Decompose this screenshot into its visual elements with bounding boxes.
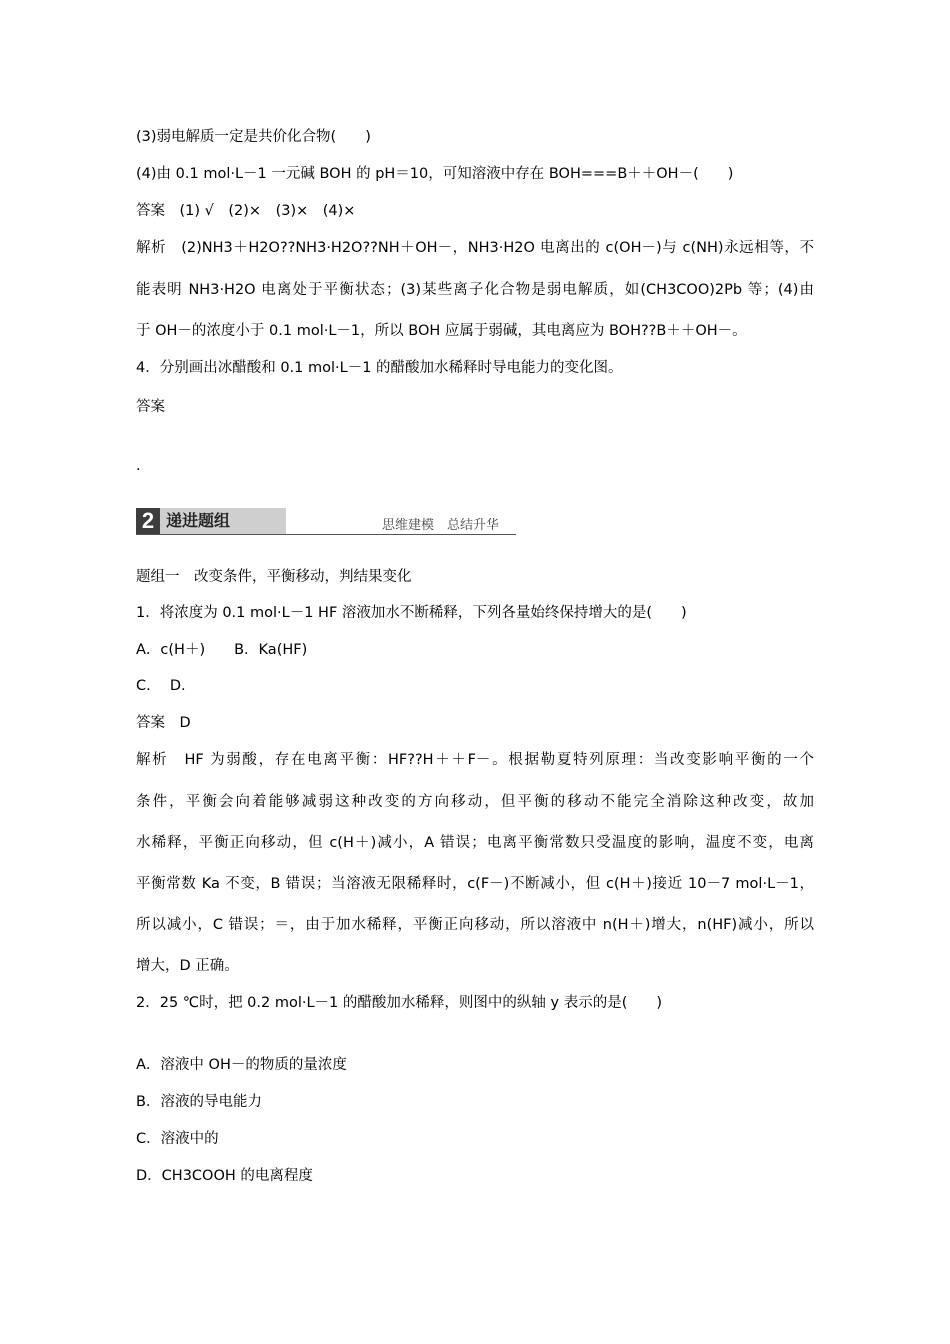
- banner-number: 2: [136, 508, 160, 534]
- group-heading: 题组一 改变条件，平衡移动，判结果变化: [136, 569, 412, 585]
- analysis-1-line2: 能表明 NH3·H2O 电离处于平衡状态；(3)某些离子化合物是弱电解质，如(CH3COO)2Pb 等；(4)由: [136, 282, 814, 298]
- question-2: 2．25 ℃时，把 0.2 mol·L－1 的醋酸加水稀释，则图中的纵轴 y 表示的是( ): [136, 995, 663, 1011]
- analysis-1-line3: 于 OH－的浓度小于 0.1 mol·L－1，所以 BOH 应属于弱碱，其电离应为 BOH??B＋＋OH－。: [136, 323, 747, 339]
- analysis-q1-line6: 增大，D 正确。: [136, 958, 239, 974]
- option-b: B．溶液的导电能力: [136, 1094, 262, 1110]
- option-c: C．溶液中的: [136, 1131, 219, 1147]
- question-4: 4．分别画出冰醋酸和 0.1 mol·L－1 的醋酸加水稀释时导电能力的变化图。: [136, 360, 623, 376]
- analysis-q1-line2: 条件，平衡会向着能够减弱这种改变的方向移动，但平衡的移动不能完全消除这种改变，故加: [136, 794, 814, 810]
- analysis-q1-line1: 解析 HF 为弱酸，存在电离平衡：HF??H＋＋F－。根据勒夏特列原理：当改变影响平衡的一个: [136, 752, 814, 768]
- line-q3: (3)弱电解质一定是共价化合物( ): [136, 129, 371, 145]
- analysis-q1-line4: 平衡常数 Ka 不变，B 错误；当溶液无限稀释时，c(F－)不断减小，但 c(H＋)接近 10－7 mol·L－1，: [136, 876, 814, 892]
- banner-title: 递进题组: [166, 511, 231, 530]
- question-1: 1．将浓度为 0.1 mol·L－1 HF 溶液加水不断稀释，下列各量始终保持增大的是( ): [136, 605, 687, 621]
- options-ab: A．c(H＋) B．Ka(HF): [136, 642, 308, 658]
- analysis-q1-line3: 水稀释，平衡正向移动，但 c(H＋)减小，A 错误；电离平衡常数只受温度的影响，温度不变，电离: [136, 835, 814, 851]
- option-d: D．CH3COOH 的电离程度: [136, 1168, 313, 1184]
- dot: .: [136, 458, 141, 474]
- analysis-1-line1: 解析 (2)NH3＋H2O??NH3·H2O??NH＋OH－，NH3·H2O 电离出的 c(OH－)与 c(NH)永远相等，不: [136, 240, 814, 256]
- answer-4-label: 答案: [136, 399, 165, 415]
- analysis-q1-line5: 所以减小，C 错误；＝，由于加水稀释，平衡正向移动，所以溶液中 n(H＋)增大，n(HF)减小，所以: [136, 917, 814, 933]
- banner-subtitle: 思维建模 总结升华: [382, 518, 500, 533]
- answer-1: 答案 (1) √ (2)× (3)× (4)×: [136, 203, 356, 219]
- line-q4: (4)由 0.1 mol·L－1 一元碱 BOH 的 pH＝10，可知溶液中存在 BOH===B＋＋OH－( ): [136, 166, 734, 182]
- options-cd: C. D.: [136, 678, 186, 694]
- banner-underline: [136, 534, 516, 535]
- section-banner: [136, 506, 516, 536]
- option-a: A．溶液中 OH－的物质的量浓度: [136, 1057, 347, 1073]
- answer-q1: 答案 D: [136, 715, 191, 731]
